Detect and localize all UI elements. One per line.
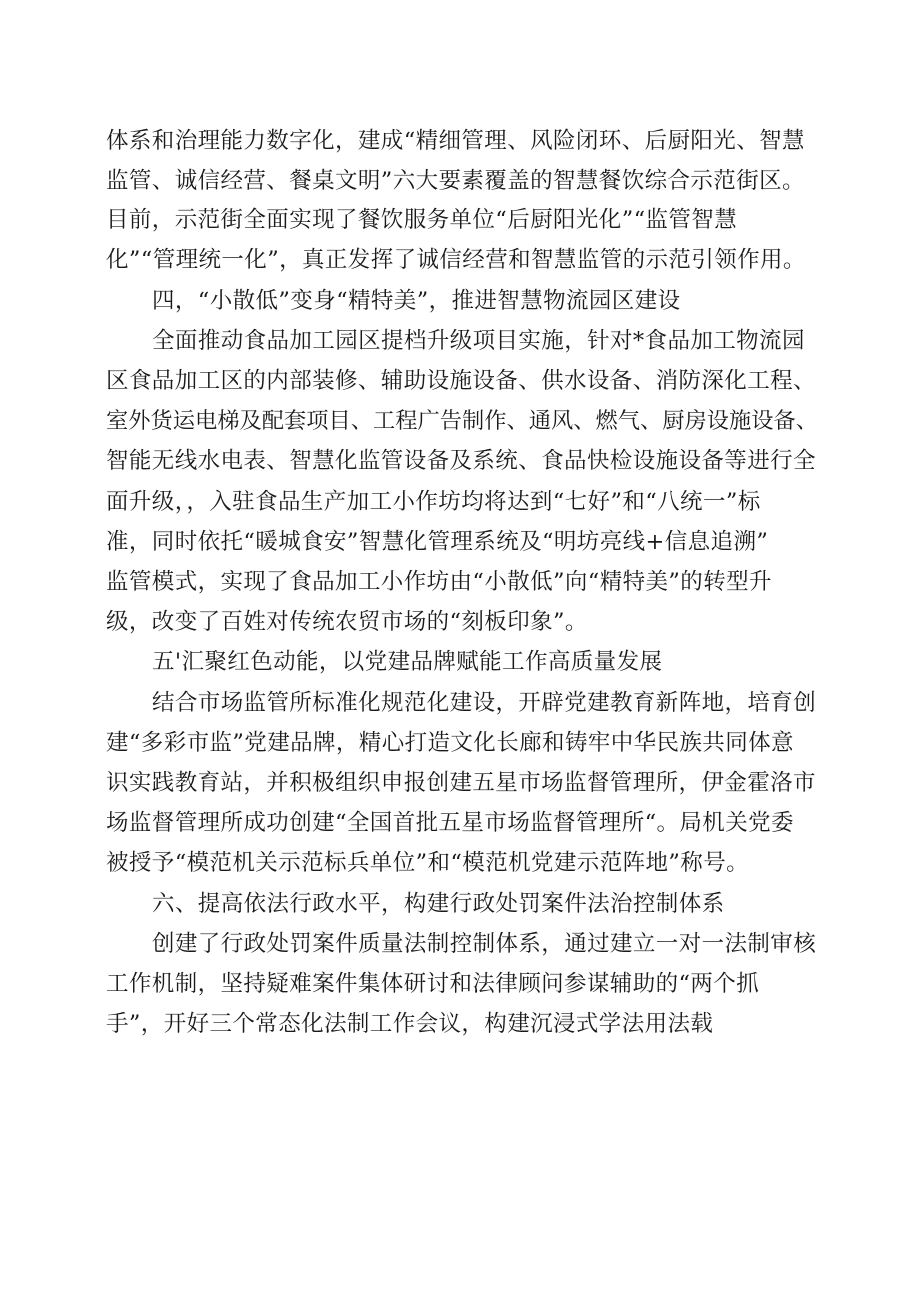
body-text-line: 识实践教育站，并积极组织申报创建五星市场监督管理所，伊金霍洛市 (106, 770, 816, 796)
body-text-line: 面升级，，入驻食品生产加工小作坊均将达到“七好”和“八统一”标 (106, 489, 761, 515)
body-text-line: 体系和治理能力数字化，建成“精细管理、风险闭环、后厨阳光、智慧 (106, 128, 805, 154)
section-heading: 六、提高依法行政水平，构建行政处罚案件法治控制体系 (152, 891, 725, 917)
body-text-line: 准，同时依托“暖城食安”智慧化管理系统及“明坊亮线+信息追溯” (106, 529, 769, 555)
body-text-line: 区食品加工区的内部装修、辅助设施设备、供水设备、消防深化工程、 (106, 368, 816, 394)
paragraph-first-line: 创建了行政处罚案件质量法制控制体系，通过建立一对一法制审核 (152, 931, 817, 957)
paragraph-first-line: 全面推动食品加工园区提档升级项目实施，针对*食品加工物流园 (152, 328, 805, 354)
body-text-line: 智能无线水电表、智慧化监管设备及系统、食品快检设施设备等进行全 (106, 448, 816, 474)
body-text-line: 级，改变了百姓对传统农贸市场的“刻板印象”。 (106, 609, 588, 635)
paragraph-first-line: 结合市场监管所标准化规范化建设，开辟党建教育新阵地，培育创 (152, 690, 817, 716)
body-text-line: 场监督管理所成功创建“全国首批五星市场监督管理所“。局机关党委 (106, 810, 794, 836)
body-text-line: 目前，示范街全面实现了餐饮服务单位“后厨阳光化”“监管智慧 (106, 207, 738, 233)
body-text-line: 建“多彩市监”党建品牌，精心打造文化长廊和铸牢中华民族共同体意 (106, 730, 794, 756)
body-text-line: 工作机制，坚持疑难案件集体研讨和法律顾问参谋辅助的“两个抓 (106, 971, 760, 997)
body-text-line: 监管、诚信经营、餐桌文明”六大要素覆盖的智慧餐饮综合示范街区。 (106, 168, 805, 194)
body-text-line: 监管模式，实现了食品加工小作坊由“小散低”向“精特美”的转型升 (106, 569, 772, 595)
body-text-line: 被授予“模范机关示范标兵单位”和“模范机党建示范阵地”称号。 (106, 850, 750, 876)
body-text-line: 化”“管理统一化”，真正发挥了诚信经营和智慧监管的示范引领作用。 (106, 247, 806, 273)
body-text-line: 室外货运电梯及配套项目、工程广告制作、通风、燃气、厨房设施设备、 (106, 408, 818, 434)
body-text-line: 手”，开好三个常态化法制工作会议，构建沉浸式学法用法载 (106, 1011, 714, 1037)
section-heading: 五'汇聚红色动能，以党建品牌赋能工作高质量发展 (152, 649, 663, 675)
section-heading: 四，“小散低”变身“精特美”，推进智慧物流园区建设 (152, 288, 681, 314)
